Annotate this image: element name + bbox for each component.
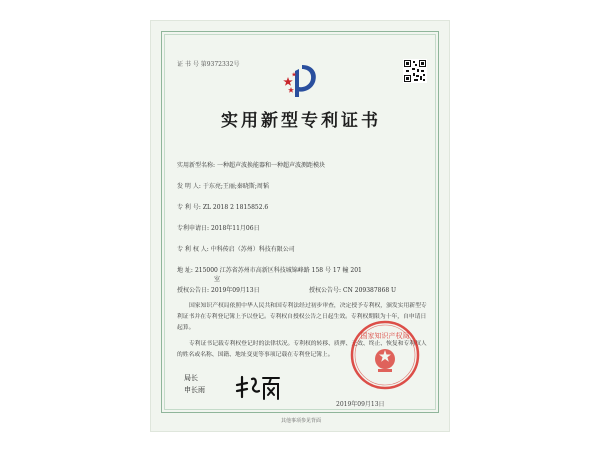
field-value: 于东亮;王丽;秦晓斯;周韬: [202, 183, 269, 190]
field-value: 室: [214, 276, 221, 283]
field-label: 专 利 权 人:: [177, 246, 209, 253]
field-announcement-number: [309, 285, 396, 294]
field-patent-number: [177, 202, 268, 211]
field-patentee: [177, 244, 295, 253]
field-grant-date: [177, 285, 260, 294]
field-label: 授权公告号:: [309, 287, 342, 294]
field-value: 215000 江苏省苏州市高新区科技城锦峰路 158 号 17 幢 201: [194, 267, 362, 274]
field-address-continued: [212, 274, 220, 283]
certificate-title: 实用新型专利证书: [221, 111, 381, 131]
field-label: 授权公告日:: [177, 287, 210, 294]
field-value: ZL 2018 2 1815852.6: [202, 204, 269, 211]
seal-date: 2019年09月13日: [336, 401, 385, 408]
svg-text:国家知识产权局: 国家知识产权局: [360, 332, 410, 340]
field-label: 实用新型名称:: [177, 162, 216, 169]
field-application-date: [177, 223, 260, 232]
director-name: 申长雨: [184, 386, 205, 394]
field-utility-model-name: [177, 160, 325, 169]
field-label: 地 址:: [177, 267, 193, 274]
field-value: 2018年11月06日: [211, 225, 260, 232]
certificate-page: [150, 20, 450, 432]
registration-note-paragraph: 专利证书记载专利权登记时的法律状况。专利权的转移、质押、无效、终止、恢复和专利权人的姓名或名称、国籍、地址变更等事项记载在专利登记簿上。: [177, 341, 427, 358]
field-value: CN 209387868 U: [343, 287, 397, 294]
field-value: 2019年09月13日: [211, 287, 260, 294]
director-title: 局长: [184, 374, 198, 382]
field-address: [177, 265, 362, 274]
cnipa-logo-icon: [282, 61, 322, 101]
field-value: 一种超声波换能器和一种超声波测距模块: [217, 162, 326, 169]
field-label: 专利申请日:: [177, 225, 210, 232]
certificate-number: 证 书 号 第9372332号: [177, 61, 240, 68]
field-inventor: [177, 181, 269, 190]
field-value: 中科传启（苏州）科技有限公司: [210, 246, 295, 253]
footer-note: 其他事项参见背面: [280, 418, 321, 424]
grant-statement-paragraph: 国家知识产权局依照中华人民共和国专利法经过初步审查，决定授予专利权，颁发实用新型专利证书并在专利登记簿上予以登记。专利权自授权公告之日起生效。专利权期限为十年，自申请日起算。: [177, 303, 427, 331]
field-label: 专 利 号:: [177, 204, 201, 211]
official-seal-icon: [349, 319, 421, 391]
qr-code-icon: [403, 59, 427, 83]
field-label: 发 明 人:: [177, 183, 201, 190]
director-signature-icon: [233, 369, 283, 403]
